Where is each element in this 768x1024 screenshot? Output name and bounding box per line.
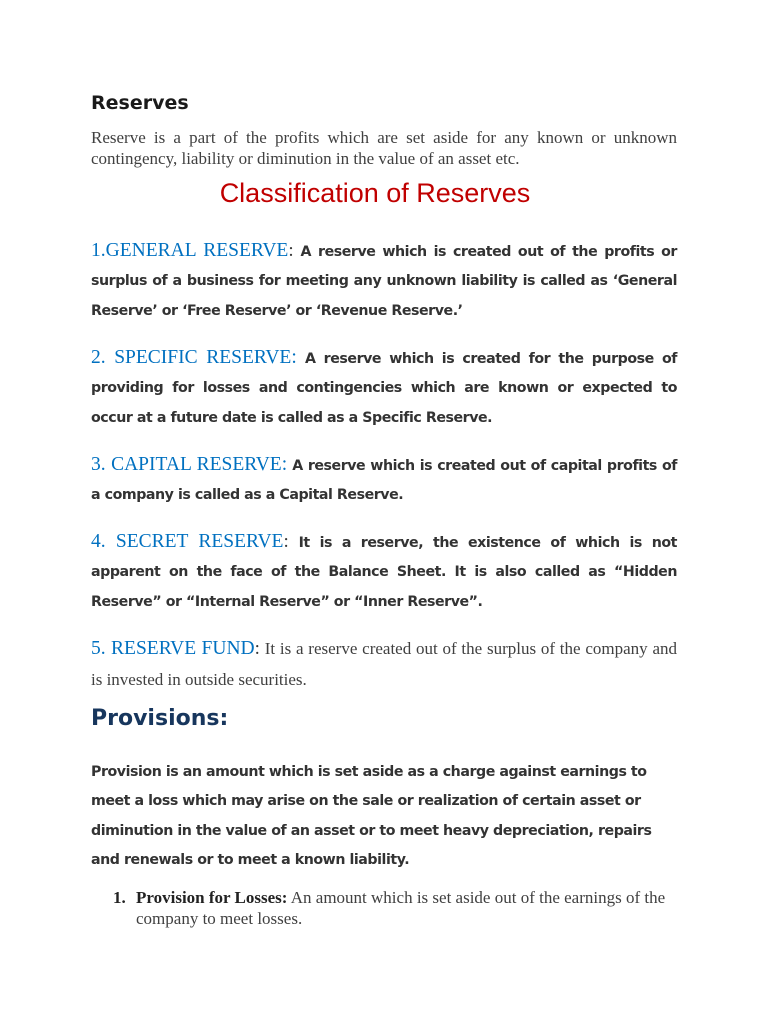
specific-reserve-item	[91, 343, 677, 433]
general-reserve-item	[91, 236, 677, 326]
general-reserve-colon: :	[288, 240, 294, 261]
reserves-intro: Reserve is a part of the profits which are set aside for any known or unknown contingency, liability or diminution in the value of an asset etc.	[91, 128, 677, 168]
classification-heading: Classification of Reserves	[219, 178, 531, 208]
reserve-fund-colon: :	[254, 638, 260, 659]
provisions-list	[91, 887, 677, 929]
general-reserve-text: A reserve which is created out of the profits or surplus of a business for meeting any unknown liability is called as ‘General Reserve’ or ‘Free Reserve’ or ‘Revenue Reserve.’	[91, 244, 677, 319]
list-item-text: An amount which is set aside out of the earnings of the company to meet losses.	[136, 888, 666, 928]
reserve-fund-text: It is a reserve created out of the surplus of the company and is invested in outside securities.	[91, 639, 677, 690]
capital-reserve-term: 3. CAPITAL RESERVE:	[91, 454, 288, 475]
reserve-fund-term: 5. RESERVE FUND	[91, 638, 255, 659]
general-reserve-term: 1.GENERAL RESERVE	[91, 240, 289, 261]
secret-reserve-item	[91, 527, 677, 617]
secret-reserve-colon: :	[283, 531, 289, 552]
list-item-number: 1.	[113, 888, 126, 907]
reserve-fund-item	[91, 634, 677, 697]
capital-reserve-item	[91, 450, 677, 511]
secret-reserve-term: 4. SECRET RESERVE	[91, 531, 284, 552]
capital-reserve-text: A reserve which is created out of capital profits of a company is called as a Capital Reserve.	[91, 458, 678, 504]
secret-reserve-text: It is a reserve, the existence of which is not apparent on the face of the Balance Sheet. It is also called as “Hidden Reserve” or “Internal Reserve” or “Inner Reserve”.	[91, 535, 677, 610]
reserves-heading: Reserves	[91, 92, 189, 114]
list-item	[91, 887, 676, 929]
provisions-text: Provision is an amount which is set aside as a charge against earnings to meet a loss which may arise on the sale or realization of certain asset or diminution in the value of an asset or to meet heavy depreciation, repairs and renewals or to meet a known liability.	[91, 764, 652, 868]
list-item-term: Provision for Losses:	[136, 888, 288, 907]
specific-reserve-text: A reserve which is created for the purpose of providing for losses and contingencies which are known or expected to occur at a future date is called as a Specific Reserve.	[91, 351, 677, 426]
specific-reserve-term: 2. SPECIFIC RESERVE:	[91, 347, 297, 368]
provisions-heading: Provisions:	[91, 706, 229, 731]
